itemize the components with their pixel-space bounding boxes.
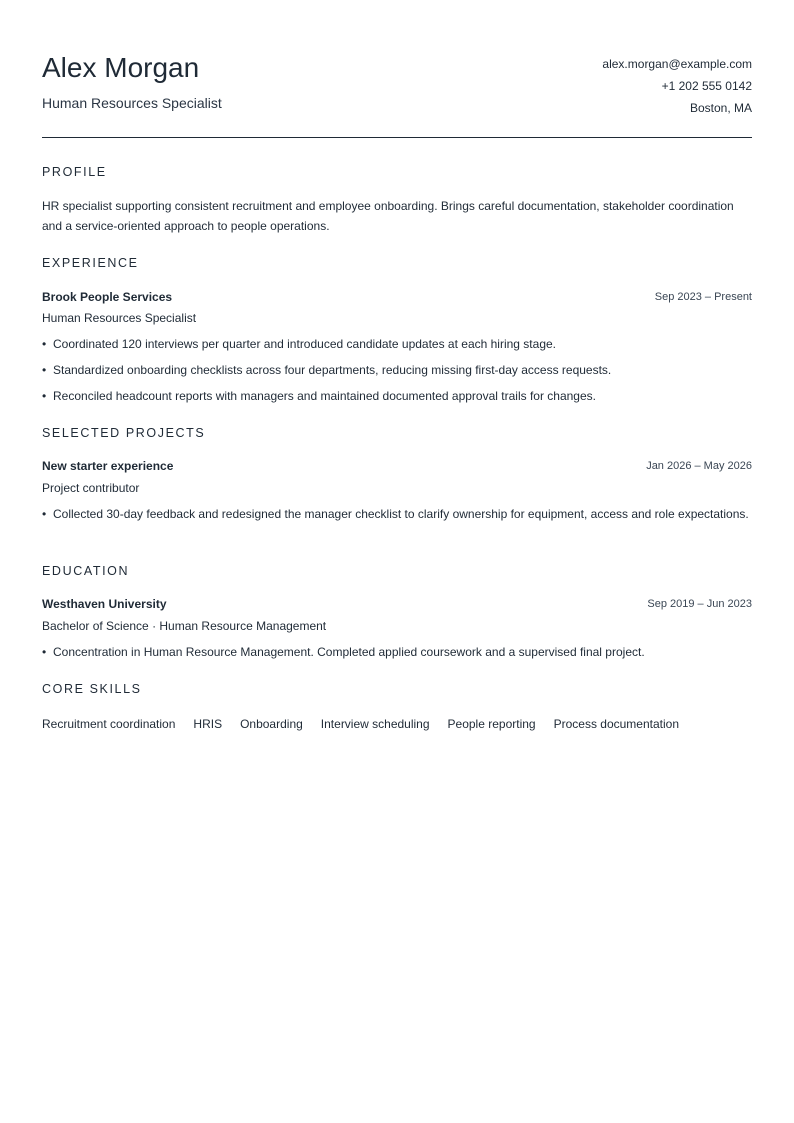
skill-item: People reporting bbox=[447, 717, 536, 731]
bullet-icon: • bbox=[42, 389, 47, 403]
section-title-experience: EXPERIENCE bbox=[42, 256, 139, 270]
education-school: Westhaven University bbox=[42, 597, 167, 611]
experience-bullet-text: Coordinated 120 interviews per quarter and introduced candidate updates at each hiring stage. bbox=[53, 337, 556, 351]
education-dates: Sep 2019 – Jun 2023 bbox=[647, 598, 752, 610]
skills-list bbox=[42, 716, 697, 732]
skill-item: Onboarding bbox=[240, 717, 303, 731]
resume-header bbox=[42, 0, 752, 138]
experience-org: Brook People Services bbox=[42, 290, 173, 304]
experience-dates: Sep 2023 – Present bbox=[654, 291, 752, 303]
project-entry-header bbox=[42, 458, 752, 474]
experience-bullet-text: Standardized onboarding checklists across four departments, reducing missing first-day access requests. bbox=[53, 363, 612, 377]
project-bullet bbox=[42, 504, 752, 524]
bullet-icon: • bbox=[42, 645, 47, 659]
experience-bullet bbox=[42, 360, 752, 380]
experience-bullet-text: Reconciled headcount reports with managers and maintained documented approval trails for changes. bbox=[53, 389, 596, 403]
experience-bullet bbox=[42, 386, 752, 406]
project-name: New starter experience bbox=[42, 459, 174, 473]
contact-location: Boston, MA bbox=[689, 101, 752, 115]
project-dates: Jan 2026 – May 2026 bbox=[646, 460, 752, 472]
section-title-education: EDUCATION bbox=[42, 564, 130, 578]
education-entry-header bbox=[42, 596, 752, 612]
section-title-projects: SELECTED PROJECTS bbox=[42, 426, 206, 440]
profile-text: HR specialist supporting consistent recruitment and employee onboarding. Brings careful documentation, stakeholder coordination and a service-oriented approach to people operations. bbox=[42, 199, 734, 233]
skill-item: HRIS bbox=[193, 717, 223, 731]
education-bullet-text: Concentration in Human Resource Management. Completed applied coursework and a supervised final project. bbox=[53, 645, 645, 659]
project-role: Project contributor bbox=[42, 481, 140, 495]
contact-email[interactable]: alex.morgan@example.com bbox=[602, 57, 752, 71]
experience-entry-header bbox=[42, 289, 752, 305]
project-bullet-text: Collected 30-day feedback and redesigned the manager checklist to clarify ownership for equipment, access and role expectations. bbox=[53, 507, 749, 521]
experience-bullet bbox=[42, 334, 752, 354]
contact-block bbox=[602, 53, 752, 119]
bullet-icon: • bbox=[42, 507, 47, 521]
skill-item: Recruitment coordination bbox=[42, 717, 176, 731]
contact-phone[interactable]: +1 202 555 0142 bbox=[661, 79, 752, 93]
section-title-profile: PROFILE bbox=[42, 165, 107, 179]
bullet-icon: • bbox=[42, 363, 47, 377]
candidate-name: Alex Morgan bbox=[42, 52, 200, 83]
section-title-skills: CORE SKILLS bbox=[42, 682, 142, 696]
experience-role: Human Resources Specialist bbox=[42, 311, 197, 325]
education-bullet bbox=[42, 642, 752, 662]
education-degree: Bachelor of Science · Human Resource Management bbox=[42, 619, 327, 633]
bullet-icon: • bbox=[42, 337, 47, 351]
candidate-headline: Human Resources Specialist bbox=[42, 95, 222, 111]
skill-item: Process documentation bbox=[553, 717, 679, 731]
skill-item: Interview scheduling bbox=[320, 717, 430, 731]
